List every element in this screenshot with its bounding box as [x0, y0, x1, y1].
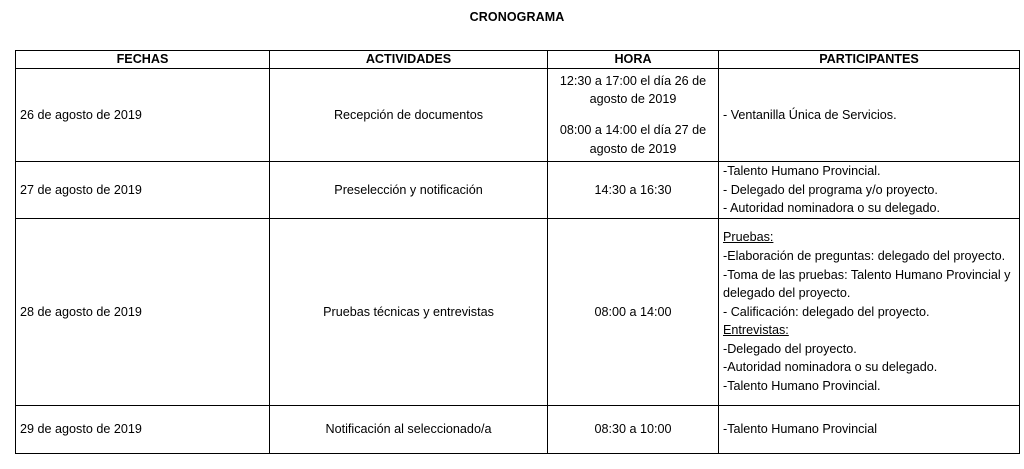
- cell-participantes: [719, 219, 1020, 406]
- participante-line: -Talento Humano Provincial.: [723, 379, 881, 394]
- cell-hora: [548, 406, 719, 454]
- hora-line: 12:30 a 17:00 el día 26 de agosto de 2019: [559, 73, 707, 107]
- header-participantes: PARTICIPANTES: [719, 51, 1020, 69]
- subheading-pruebas: Pruebas:: [723, 230, 774, 245]
- hora-line: 08:30 a 10:00: [594, 422, 672, 437]
- hora-line: 08:00 a 14:00 el día 27 de agosto de 2019: [559, 123, 707, 156]
- participante-line: -Delegado del proyecto.: [723, 341, 857, 356]
- cell-participantes: [719, 162, 1020, 219]
- cell-fecha: 29 de agosto de 2019: [16, 406, 270, 454]
- document-title: CRONOGRAMA: [469, 10, 565, 24]
- cell-actividad: Preselección y notificación: [270, 162, 548, 219]
- header-actividades: ACTIVIDADES: [270, 51, 548, 69]
- cell-actividad: Pruebas técnicas y entrevistas: [270, 219, 548, 406]
- participante-line: - Ventanilla Única de Servicios.: [723, 107, 897, 122]
- cell-participantes: [719, 406, 1020, 454]
- cell-fecha: 26 de agosto de 2019: [16, 69, 270, 162]
- schedule-table: [15, 50, 1020, 454]
- cell-fecha: 27 de agosto de 2019: [16, 162, 270, 219]
- participante-line: -Autoridad nominadora o su delegado.: [723, 360, 938, 375]
- participante-line: - Delegado del programa y/o proyecto.: [723, 182, 938, 197]
- table-row: [16, 406, 1020, 454]
- table-row: [16, 219, 1020, 406]
- cell-participantes: [719, 69, 1020, 162]
- hora-line: 14:30 a 16:30: [594, 182, 672, 197]
- header-hora: HORA: [548, 51, 719, 69]
- cell-hora: [548, 162, 719, 219]
- participante-line: - Autoridad nominadora o su delegado.: [723, 201, 941, 216]
- participante-line: -Talento Humano Provincial: [723, 422, 877, 437]
- cell-fecha: 28 de agosto de 2019: [16, 219, 270, 406]
- hora-line: 08:00 a 14:00: [594, 304, 672, 319]
- participante-line: -Talento Humano Provincial.: [723, 164, 881, 179]
- table-header-row: [16, 51, 1020, 69]
- table-row: [16, 69, 1020, 162]
- header-fechas: FECHAS: [16, 51, 270, 69]
- participante-line: -Toma de las pruebas: Talento Humano Provincial y delegado del proyecto.: [723, 267, 1011, 301]
- cell-actividad: Recepción de documentos: [270, 69, 548, 162]
- subheading-entrevistas: Entrevistas:: [723, 323, 789, 338]
- participante-line: - Calificación: delegado del proyecto.: [723, 304, 930, 319]
- participante-line: -Elaboración de preguntas: delegado del proyecto.: [723, 248, 1006, 263]
- cell-hora: [548, 69, 719, 162]
- cell-hora: [548, 219, 719, 406]
- table-row: [16, 162, 1020, 219]
- cell-actividad: Notificación al seleccionado/a: [270, 406, 548, 454]
